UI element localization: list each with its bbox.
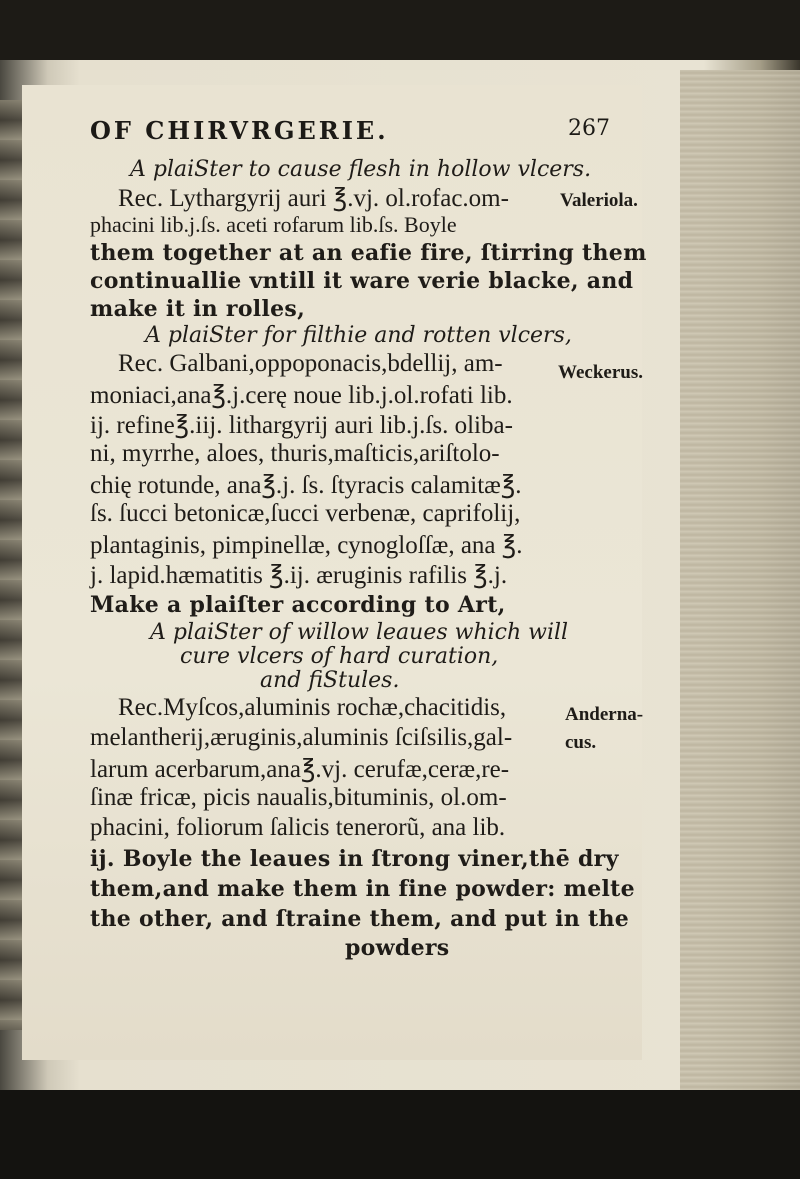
- text-line: moniaci,ana℥.j.cerę noue lib.j.ol.rofati lib.: [90, 382, 513, 409]
- text-line: ij. Boyle the leaues in ſtrong viner,thē dry: [90, 846, 619, 872]
- text-line: phacini, foliorum ſalicis tenerorũ, ana lib.: [90, 814, 506, 841]
- running-head: OF CHIRVRGERIE.: [90, 116, 389, 145]
- text-line: Rec. Lythargyrij auri ℥.vj. ol.rofac.om-: [118, 185, 509, 212]
- text-line: powders: [345, 935, 450, 961]
- text-line: larum acerbarum,ana℥.vj. cerufæ,ceræ,re-: [90, 756, 510, 783]
- heading-line: cure vlcers of hard curation,: [180, 644, 499, 669]
- text-line: phacini lib.j.ſs. aceti rofarum lib.ſs. Boyle: [90, 212, 457, 237]
- text-line: Make a plaiſter according to Art,: [90, 592, 506, 618]
- margin-note-valeriola: Valeriola.: [560, 190, 638, 211]
- margin-note-andernacus: Anderna-: [565, 704, 644, 725]
- text-line: them together at an eafie fire, ſtirring them: [90, 240, 647, 266]
- margin-note-andernacus-cont: cus.: [565, 732, 597, 753]
- text-line: the other, and ſtraine them, and put in the: [90, 906, 630, 932]
- text-line: continuallie vntill it ware verie blacke, and: [90, 268, 634, 294]
- heading-plaister-filthy-ulcers: A plaiSter for filthie and rotten vlcers,: [145, 323, 572, 348]
- text-line: melantherij,æruginis,aluminis ſciſsilis,gal-: [90, 724, 513, 751]
- text-line: ſinæ fricæ, picis naualis,bituminis, ol.om-: [90, 784, 507, 811]
- text-line: chię rotunde, ana℥.j. ſs. ſtyracis calamitæ℥.: [90, 472, 522, 499]
- text-line: plantaginis, pimpinellæ, cynogloſſæ, ana ℥.: [90, 532, 523, 559]
- heading-plaister-hollow-ulcers: A plaiSter to cause flesh in hollow vlcers.: [130, 157, 592, 182]
- text-line: ij. refine℥.iij. lithargyrij auri lib.j.ſs. oliba-: [90, 412, 513, 439]
- text-line: ſs. ſucci betonicæ,ſucci verbenæ, caprifolij,: [90, 500, 521, 527]
- heading-line: and fiStules.: [260, 668, 400, 693]
- text-line: Rec.Myſcos,aluminis rochæ,chacitidis,: [118, 694, 507, 721]
- text-line: them,and make them in fine powder: melte: [90, 876, 635, 902]
- text-line: j. lapid.hæmatitis ℥.ij. æruginis rafilis ℥.j.: [90, 562, 508, 589]
- text-line: make it in rolles,: [90, 296, 306, 322]
- text-line: ni, myrrhe, aloes, thuris,maſticis,ariſtolo-: [90, 440, 500, 467]
- text-line: Rec. Galbani,oppoponacis,bdellij, am-: [118, 350, 503, 377]
- page-number: 267: [568, 116, 610, 141]
- margin-note-weckerus: Weckerus.: [558, 362, 643, 383]
- heading-plaister-willow-leaves: A plaiSter of willow leaues which will: [150, 620, 569, 645]
